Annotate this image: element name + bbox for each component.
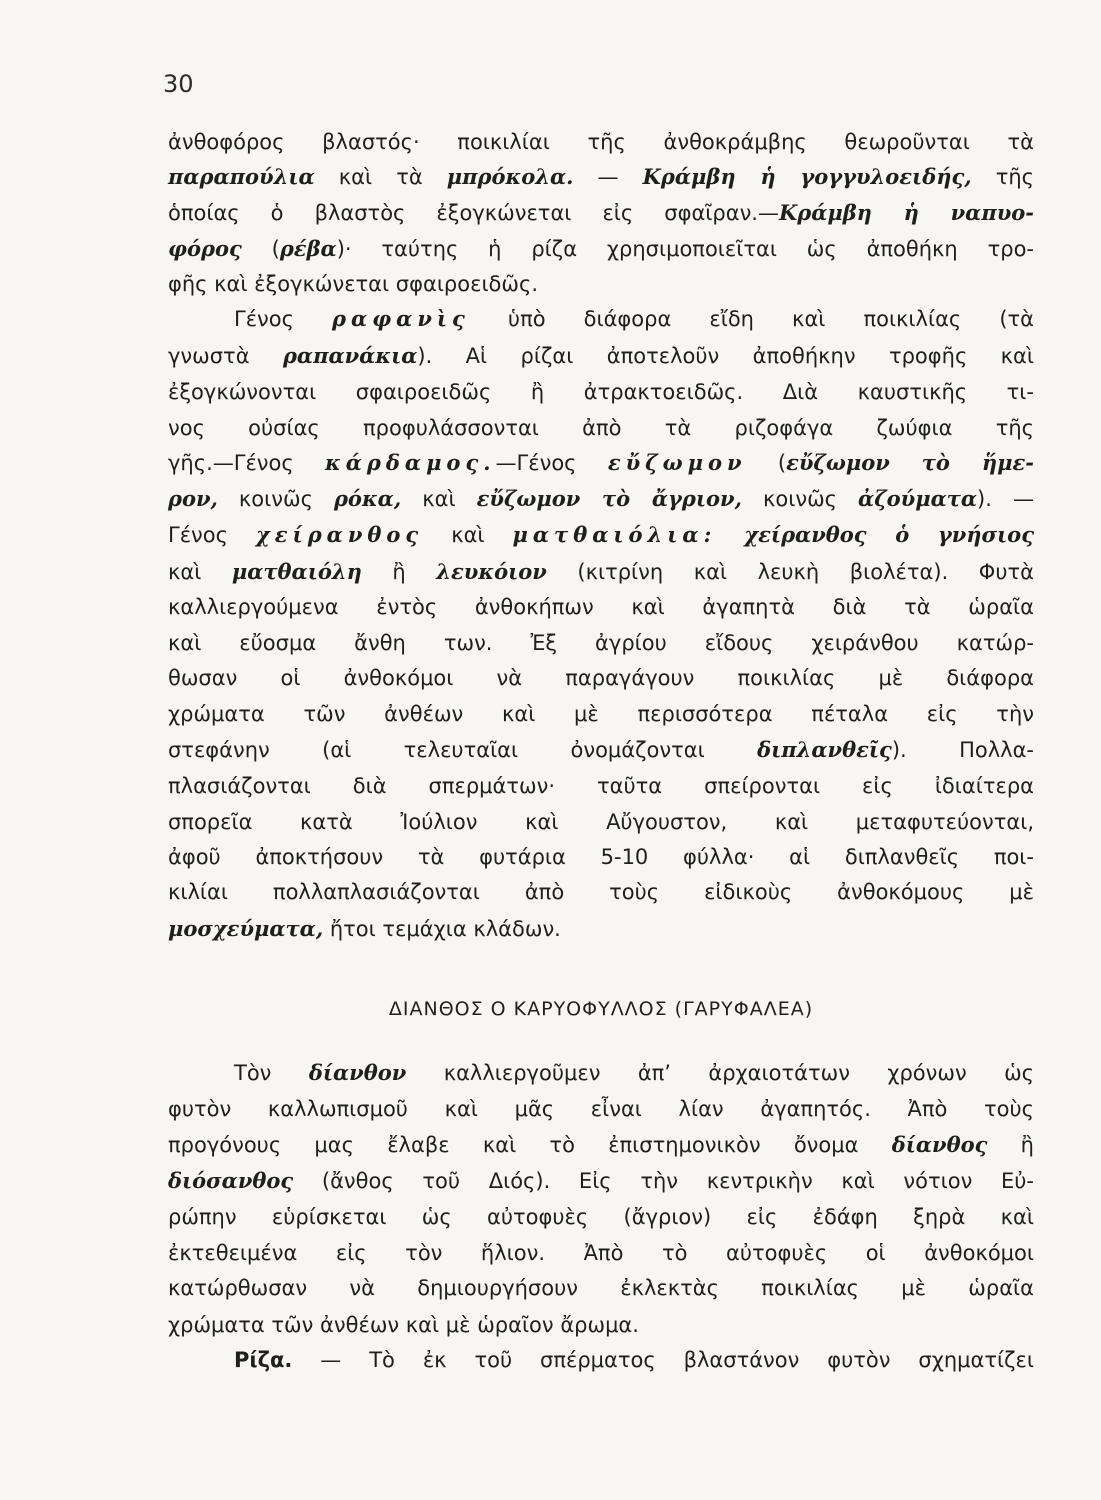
text-segment: Γένος: [168, 523, 256, 547]
text-segment: κοινῶς: [741, 487, 859, 511]
emphasized-term: ἀζούματα: [858, 486, 978, 511]
text-segment: νος οὐσίας προφυλάσσονται ἀπὸ τὰ ριζοφάγα ζωύφια τῆς: [168, 416, 1034, 440]
text-line: [168, 876, 1034, 908]
text-segment: (κιτρίνη καὶ λευκὴ βιολέτα). Φυτὰ: [546, 560, 1034, 584]
emphasized-term: Κράμβη ἡ ναπυο-: [778, 200, 1034, 225]
emphasized-term: διόσανθος: [168, 1168, 294, 1193]
text-segment: ἀφοῦ ἀποκτήσουν τὰ φυτάρια 5-10 φύλλα· αἱ διπλανθεῖς ποι-: [168, 845, 1034, 869]
emphasized-term: εὔζωμον: [607, 450, 747, 475]
text-line: [168, 268, 1034, 300]
emphasized-term: εὔζωμον τὸ ἥμε-: [786, 450, 1034, 475]
text-segment: Γένος: [234, 307, 333, 331]
text-segment: φυτὸν καλλωπισμοῦ καὶ μᾶς εἶναι λίαν ἀγαπητός. Ἀπὸ τοὺς: [168, 1097, 1034, 1121]
text-segment: ). Πολλα-: [891, 738, 1034, 762]
text-segment: — Τὸ ἐκ τοῦ σπέρματος βλαστάνον φυτὸν σχηματίζει: [292, 1348, 1034, 1372]
text-line: [168, 1129, 1034, 1161]
text-line: [168, 376, 1034, 408]
text-segment: καὶ: [423, 523, 513, 547]
text-segment: καλλιεργοῦμεν ἀπ’ ἀρχαιοτάτων χρόνων ὡς: [406, 1061, 1034, 1085]
text-segment: κιλίαι πολλαπλασιάζονται ἀπὸ τοὺς εἰδικοὺς ἀνθοκόμους μὲ: [168, 880, 1034, 904]
text-segment: —: [573, 165, 643, 189]
text-line: [234, 1057, 1034, 1089]
text-line: [168, 233, 1034, 265]
emphasized-term: ραπανάκια: [282, 343, 418, 368]
emphasized-term: λευκόιον: [436, 559, 547, 584]
text-line: [168, 197, 1034, 229]
text-segment: ΔΙΑΝΘΟΣ Ο ΚΑΡΥΟΦΥΛΛΟΣ (ΓΑΡΥΦΑΛΕΑ): [388, 998, 814, 1020]
emphasized-term: κάρδαμος.: [325, 450, 496, 475]
emphasized-term: χείρανθος ὁ γνήσιος: [744, 522, 1034, 547]
text-segment: (: [241, 237, 280, 261]
emphasized-term: ρέβα: [279, 236, 337, 261]
text-line: [168, 1309, 1034, 1341]
text-line: [168, 1165, 1034, 1197]
text-segment: φῆς καὶ ἐξογκώνεται σφαιροειδῶς.: [168, 272, 538, 296]
text-segment: )· ταύτης ἡ ρίζα χρησιμοποιεῖται ὡς ἀποθήκη τρο-: [336, 237, 1034, 261]
emphasized-term: χείρανθος: [255, 522, 424, 547]
text-segment: κοινῶς: [217, 487, 334, 511]
text-segment: χρώματα τῶν ἀνθέων καὶ μὲ ὡραῖον ἄρωμα.: [168, 1313, 639, 1337]
emphasized-term: δίανθον: [308, 1060, 407, 1085]
emphasized-term: ματθαιόλια:: [512, 522, 717, 547]
text-line: [168, 483, 1034, 515]
text-line: [168, 519, 1034, 551]
emphasized-term: μπρόκολα.: [446, 164, 574, 189]
text-segment: θωσαν οἱ ἀνθοκόμοι νὰ παραγάγουν ποικιλίας μὲ διάφορα: [168, 666, 1034, 690]
text-line: [168, 126, 1034, 158]
text-line: [168, 412, 1034, 444]
text-line: [168, 556, 1034, 588]
text-segment: σπορεῖα κατὰ Ἰούλιον καὶ Αὔγουστον, καὶ μεταφυτεύονται,: [168, 810, 1034, 834]
text-line: [168, 806, 1034, 838]
text-segment: στεφάνην (αἱ τελευταῖαι ὀνομάζονται: [168, 738, 758, 762]
text-line: [168, 770, 1034, 802]
emphasized-term: ρον,: [168, 486, 218, 511]
emphasized-term: μοσχεύματα,: [168, 916, 324, 941]
text-segment: γνωστὰ: [168, 344, 283, 368]
text-segment: ἢ: [361, 560, 437, 584]
text-segment: ἢ: [987, 1133, 1034, 1157]
text-line: [168, 161, 1034, 193]
emphasized-term: δίανθος: [891, 1132, 988, 1157]
emphasized-term: ματθαιόλη: [231, 559, 362, 584]
text-segment: (: [746, 451, 787, 475]
text-segment: γῆς.—Γένος: [168, 451, 326, 475]
text-segment: καὶ εὔοσμα ἄνθη των. Ἐξ ἀγρίου εἴδους χειράνθου κατώρ-: [168, 631, 1034, 655]
text-segment: προγόνους μας ἔλαβε καὶ τὸ ἐπιστημονικὸν ὄνομα: [168, 1133, 892, 1157]
text-segment: τῆς: [971, 165, 1034, 189]
text-segment: ἀνθοφόρος βλαστός· ποικιλίαι τῆς ἀνθοκράμβης θεωροῦνται τὰ: [168, 130, 1034, 154]
text-segment: ἐκτεθειμένα εἰς τὸν ἥλιον. Ἀπὸ τὸ αὐτοφυὲς οἱ ἀνθοκόμοι: [168, 1241, 1034, 1265]
text-line: [168, 913, 1034, 945]
text-segment: (ἄνθος τοῦ Διός). Εἰς τὴν κεντρικὴν καὶ νότιον Εὐ-: [293, 1169, 1034, 1193]
emphasized-term: εὔζωμον τὸ ἄγριον,: [476, 486, 742, 511]
text-line: [234, 1344, 1034, 1376]
text-line: [168, 698, 1034, 730]
section-heading: [168, 993, 1034, 1025]
text-segment: ). —: [977, 487, 1034, 511]
text-segment: κατώρθωσαν νὰ δημιουργήσουν ἐκλεκτὰς ποικιλίας μὲ ὡραῖα: [168, 1276, 1034, 1300]
text-segment: [716, 523, 744, 547]
text-segment: καὶ: [401, 487, 477, 511]
text-segment: ἤτοι τεμάχια κλάδων.: [323, 917, 561, 941]
emphasized-term: Κράμβη ἡ γογγυλοειδής,: [642, 164, 972, 189]
emphasized-term: φόρος: [168, 236, 242, 261]
text-line: [234, 303, 1034, 335]
text-segment: πλασιάζονται διὰ σπερμάτων· ταῦτα σπείρονται εἰς ἰδιαίτερα: [168, 774, 1034, 798]
text-segment: καὶ τὰ: [314, 165, 447, 189]
text-line: [168, 1201, 1034, 1233]
text-line: [168, 1093, 1034, 1125]
text-segment: καλλιεργούμενα ἐντὸς ἀνθοκήπων καὶ ἀγαπητὰ διὰ τὰ ὡραῖα: [168, 595, 1034, 619]
text-segment: ). Αἱ ρίζαι ἀποτελοῦν ἀποθήκην τροφῆς καὶ: [417, 344, 1034, 368]
text-line: [168, 447, 1034, 479]
text-line: [168, 662, 1034, 694]
emphasized-term: ρόκα,: [333, 486, 402, 511]
text-line: [168, 340, 1034, 372]
text-segment: ρώπην εὑρίσκεται ὡς αὐτοφυὲς (ἄγριον) εἰς ἐδάφη ξηρὰ καὶ: [168, 1205, 1034, 1229]
emphasized-term: Ρίζα.: [234, 1348, 293, 1372]
text-segment: —Γένος: [495, 451, 608, 475]
text-line: [168, 734, 1034, 766]
text-line: [168, 591, 1034, 623]
emphasized-term: ραφανὶς: [332, 306, 470, 331]
text-segment: ὁποίας ὁ βλαστὸς ἐξογκώνεται εἰς σφαῖραν.—: [168, 201, 779, 225]
text-line: [168, 1237, 1034, 1269]
emphasized-term: διπλανθεῖς: [757, 737, 892, 762]
text-segment: καὶ: [168, 560, 232, 584]
text-line: [168, 627, 1034, 659]
text-line: [168, 1272, 1034, 1304]
page-number: 30: [163, 70, 194, 98]
emphasized-term: παραπούλια: [168, 164, 315, 189]
text-segment: Τὸν: [234, 1061, 309, 1085]
text-segment: χρώματα τῶν ἀνθέων καὶ μὲ περισσότερα πέταλα εἰς τὴν: [168, 702, 1034, 726]
text-segment: ὑπὸ διάφορα εἴδη καὶ ποικιλίας (τὰ: [469, 307, 1034, 331]
text-line: [168, 841, 1034, 873]
text-segment: ἐξογκώνονται σφαιροειδῶς ἢ ἀτρακτοειδῶς. Διὰ καυστικῆς τι-: [168, 380, 1034, 404]
